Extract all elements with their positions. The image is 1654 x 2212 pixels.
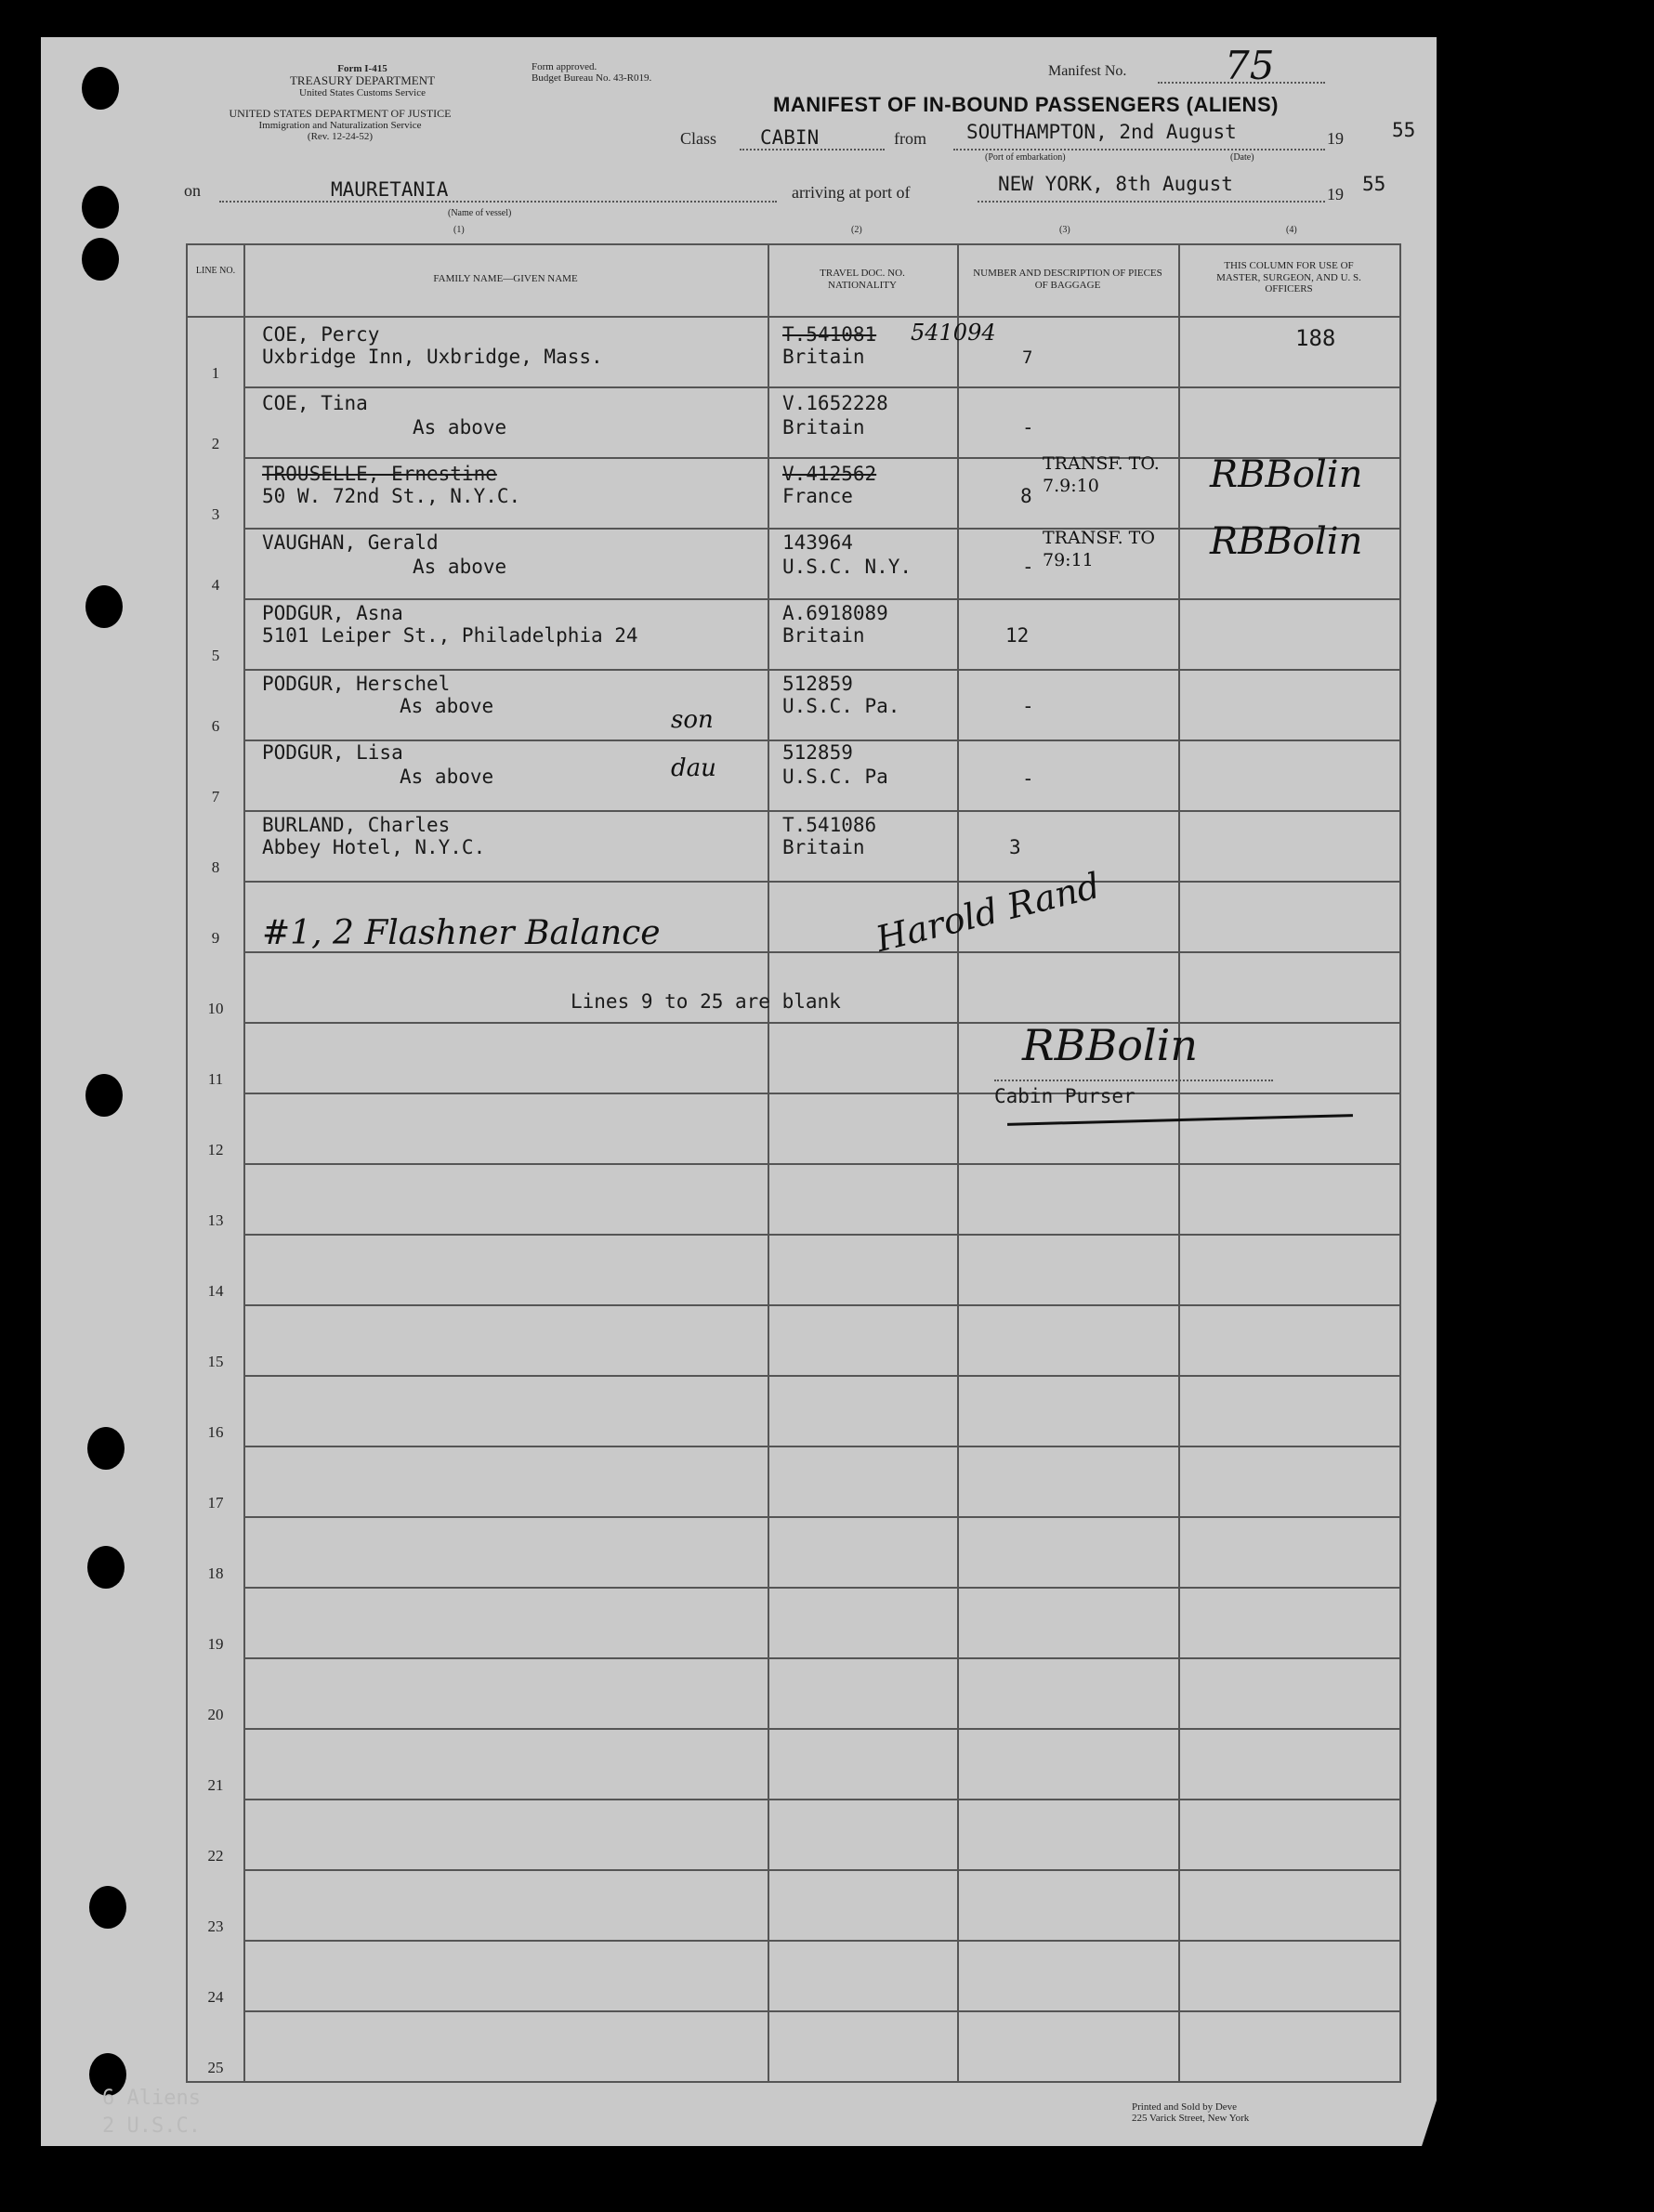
line-number: 21 [207,1776,224,1794]
line-number: 12 [207,1141,224,1158]
entry-doc: 512859 [782,673,853,695]
entry-baggage: 8 [1020,485,1032,507]
col-header-baggage: NUMBER AND DESCRIPTION OF PIECES OF BAGGAGE [973,268,1162,291]
line-number: 3 [211,505,220,523]
line-number: 6 [211,717,220,735]
line-number: 15 [207,1353,224,1370]
entry-name: TROUSELLE, Ernestine [262,463,497,485]
printer-block [1132,2101,1249,2124]
entry-nationality: Britain [782,346,865,368]
row-line [243,810,1399,812]
class-dotline [740,149,885,151]
line-number: 24 [207,1988,224,2006]
class-label: Class [680,129,717,148]
embark-year: 55 [1392,119,1416,141]
row-line [243,1869,1399,1871]
year-prefix: 19 [1327,129,1344,148]
manifest-number: 75 [1225,43,1275,88]
entry-baggage: - [1022,767,1034,790]
entry-name: VAUGHAN, Gerald [262,531,439,554]
binder-hole [85,585,123,628]
aliens-count: 6 Aliens [102,2087,201,2110]
entry-nationality: Britain [782,416,865,438]
year-prefix: 19 [1327,185,1344,203]
vessel-dotline [219,201,777,203]
line-number: 25 [207,2059,224,2076]
line-number: 13 [207,1211,224,1229]
row-line [243,1728,1399,1730]
line-number: 22 [207,1847,224,1865]
binder-hole [89,1886,126,1929]
entry-address: As above [413,556,507,578]
usc-count: 2 U.S.C. [102,2114,201,2138]
entry-baggage: 7 [1022,347,1033,368]
entry-nationality: Britain [782,624,865,647]
line-number: 5 [211,647,220,664]
entry-doc-handwritten: 541094 [911,320,996,346]
torn-corner [1409,2071,1526,2211]
row-line [243,1657,1399,1659]
line-number: 1 [211,364,220,382]
printer-address: 225 Varick Street, New York [1132,2113,1250,2125]
printed-by: Printed and Sold by Deve [1132,2101,1238,2113]
row-line [243,1799,1399,1800]
line-number: 9 [211,929,220,947]
entry-address: As above [400,695,494,717]
binder-hole [82,67,119,110]
justice-dept: UNITED STATES DEPARTMENT OF JUSTICE [229,107,452,120]
row-line [243,386,1399,388]
arrival-dotline [978,201,1325,203]
purser-signature: RBBolin [1022,1020,1198,1070]
entry-doc: 512859 [782,741,853,764]
col-header-travel: TRAVEL DOC. NO. NATIONALITY [820,268,905,291]
line-number: 23 [207,1918,224,1935]
col-num-1: (1) [453,225,465,235]
budget-bureau: Budget Bureau No. 43-R019. [532,72,652,85]
manifest-title: MANIFEST OF IN-BOUND PASSENGERS (ALIENS) [773,93,1279,116]
row-line [243,1022,1399,1024]
purser-dotline [994,1080,1273,1081]
form-number-block [279,63,446,98]
col-header-name: FAMILY NAME—GIVEN NAME [433,273,578,284]
customs-service: United States Customs Service [299,87,426,99]
col-header-line: LINE NO. [195,266,236,276]
entry-baggage: 12 [1005,624,1030,647]
line-number: 14 [207,1282,224,1300]
officer-mark: 188 [1295,325,1336,351]
handwritten-son: son [671,706,714,734]
entry-nationality: France [782,485,853,507]
transfer-note: TRANSF. TO. 7.9:10 [1043,453,1160,496]
entry-baggage: - [1022,695,1034,717]
row-line [243,669,1399,671]
row-line [243,1163,1399,1165]
row-line [243,1446,1399,1447]
line-number: 17 [207,1494,224,1512]
row-line [243,2010,1399,2012]
row-line [243,1587,1399,1589]
blank-lines-note: Lines 9 to 25 are blank [571,990,841,1013]
binder-hole [82,238,119,281]
revision-date: (Rev. 12-24-52) [307,131,374,143]
entry-baggage: 3 [1009,836,1021,858]
from-dotline [953,149,1325,151]
arriving-label: arriving at port of [792,183,911,202]
transfer-note: TRANSF. TO 79:11 [1043,528,1155,570]
entry-nationality: U.S.C. Pa [782,766,888,788]
agency-block [182,108,498,142]
form-number: Form I-415 [337,63,387,74]
entry-name: PODGUR, Asna [262,602,403,624]
entry-baggage: - [1022,416,1034,438]
line-number: 4 [211,576,220,594]
from-label: from [894,129,926,148]
line-number: 11 [207,1070,224,1088]
officer-signature: RBBolin [1210,453,1363,496]
entry-name: COE, Tina [262,392,368,414]
row-line [243,1304,1399,1306]
entry-doc: V.1652228 [782,392,888,414]
entry-address: Uxbridge Inn, Uxbridge, Mass. [262,346,603,368]
entry-nationality: U.S.C. Pa. [782,695,900,717]
entry-address: 5101 Leiper St., Philadelphia 24 [262,624,638,647]
entry-doc: A.6918089 [782,602,888,624]
row-line [243,881,1399,883]
entry-address: Abbey Hotel, N.Y.C. [262,836,486,858]
binder-hole [87,1427,125,1470]
handwritten-harold: Harold Rand [872,864,1105,961]
entry-name: BURLAND, Charles [262,814,451,836]
entry-nationality: U.S.C. N.Y. [782,556,912,578]
entry-baggage: - [1022,556,1034,578]
immigration-service: Immigration and Naturalization Service [258,120,422,132]
entry-doc: 143964 [782,531,853,554]
arrival-port-date: NEW YORK, 8th August [998,173,1233,195]
line-number: 16 [207,1423,224,1441]
treasury-dept: TREASURY DEPARTMENT [289,73,436,88]
entry-address: As above [400,766,494,788]
row-line [243,1516,1399,1518]
entry-nationality: Britain [782,836,865,858]
entry-doc: T.541086 [782,814,877,836]
officer-signature: RBBolin [1210,520,1363,563]
line-number: 19 [207,1635,224,1653]
port-caption: (Port of embarkation) [985,152,1066,163]
row-line [243,598,1399,600]
class-value: CABIN [760,126,820,149]
entry-doc: T.541081 [782,323,877,346]
row-line [243,1093,1399,1094]
col-num-2: (2) [851,225,862,235]
row-line [243,1375,1399,1377]
line-number: 8 [211,858,220,876]
vessel-name: MAURETANIA [331,178,449,201]
col-num-4: (4) [1286,225,1297,235]
header-divider [188,316,1399,318]
form-approved: Form approved. [532,61,597,72]
embark-port-date: SOUTHAMPTON, 2nd August [966,121,1237,143]
entry-doc: V.412562 [782,463,877,485]
entry-name: PODGUR, Herschel [262,673,451,695]
vessel-caption: (Name of vessel) [448,208,512,218]
binder-hole [87,1546,125,1589]
approval-block [532,61,717,84]
col-num-3: (3) [1059,225,1070,235]
line-number: 20 [207,1706,224,1723]
manifest-label: Manifest No. [1048,63,1127,79]
line-number: 10 [207,1000,224,1017]
row-line [243,1940,1399,1942]
line-number: 7 [211,788,220,805]
binder-hole [85,1074,123,1117]
manifest-table [186,243,1401,2083]
on-label: on [184,181,201,200]
entry-address: 50 W. 72nd St., N.Y.C. [262,485,521,507]
entry-address: As above [413,416,507,438]
date-caption: (Date) [1230,152,1254,163]
binder-hole [82,186,119,229]
arrival-year: 55 [1362,173,1386,195]
handwritten-line9: #1, 2 Flashner Balance [262,914,661,952]
row-line [243,1234,1399,1236]
cabin-purser-label: Cabin Purser [994,1085,1135,1107]
line-number: 2 [211,435,220,452]
handwritten-dau: dau [671,754,716,782]
col-header-officers: THIS COLUMN FOR USE OF MASTER, SURGEON, AND U. S. OFFICERS [1216,260,1361,295]
line-number: 18 [207,1564,224,1582]
entry-name: COE, Percy [262,323,380,346]
entry-name: PODGUR, Lisa [262,741,403,764]
